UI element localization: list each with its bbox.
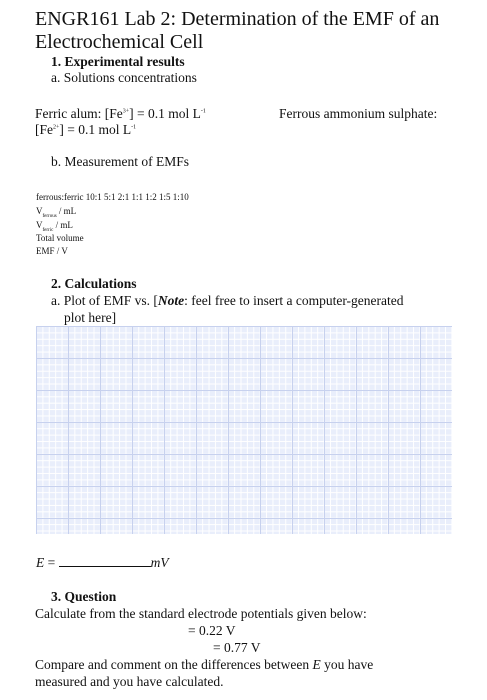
section1-subheading-b: b. Measurement of EMFs: [51, 154, 189, 169]
ferric-alum-concentration: [35, 106, 206, 122]
section2-heading: 2. Calculations: [51, 276, 137, 291]
ferrous-concentration: [35, 122, 136, 138]
v-ferrous-row: [36, 206, 76, 219]
section2-subheading-a-line2: plot here]: [64, 310, 117, 325]
v-ferric-unit: / mL: [53, 220, 73, 230]
ferric-value: ] = 0.1 mol L: [129, 106, 201, 121]
question-line1: Calculate from the standard electrode potentials given below:: [35, 606, 367, 621]
ferric-unit-exponent: -1: [200, 108, 206, 115]
plot-instruction-start: a. Plot of EMF vs. [: [51, 293, 158, 308]
graph-paper-plot-area[interactable]: [36, 326, 452, 534]
fe2-label: [Fe: [35, 122, 53, 137]
emf-answer-blank[interactable]: [59, 554, 151, 567]
ferrous-ammonium-sulphate-label: Ferrous ammonium sulphate:: [279, 106, 438, 121]
emf-equals: =: [44, 555, 59, 570]
v-ferrous-unit: / mL: [56, 206, 77, 216]
document-title-line1: ENGR161 Lab 2: Determination of the EMF of an: [35, 8, 440, 30]
total-volume-row: Total volume: [36, 233, 84, 243]
ferric-label: Ferric alum: [Fe: [35, 106, 123, 121]
plot-instruction-rest: : feel free to insert a computer-generated: [184, 293, 404, 308]
section2-subheading-a: [51, 293, 404, 309]
emf-result-line: [36, 554, 169, 571]
question-e-symbol: E: [312, 657, 321, 672]
section3-heading: 3. Question: [51, 589, 117, 604]
question-line2-end: you have: [320, 657, 374, 672]
question-line3: measured and you have calculated.: [35, 674, 224, 689]
v-ferrous-prefix: V: [36, 206, 43, 216]
fe2-unit-exponent: -1: [131, 124, 137, 131]
section1-subheading-a: a. Solutions concentrations: [51, 70, 197, 85]
ratio-row: ferrous:ferric 10:1 5:1 2:1 1:1 1:2 1:5 1:10: [36, 192, 189, 202]
fe2-value: ] = 0.1 mol L: [59, 122, 132, 137]
standard-potential-1: = 0.22 V: [188, 623, 236, 638]
v-ferrous-subscript: ferrous: [42, 213, 57, 219]
question-line2: [35, 657, 373, 673]
emf-unit: mV: [150, 555, 169, 570]
v-ferric-row: [36, 220, 73, 233]
standard-potential-2: = 0.77 V: [213, 640, 261, 655]
graph-paper-major-gridlines: [36, 326, 452, 534]
ferric-charge: 3+: [122, 108, 130, 115]
v-ferric-prefix: V: [36, 220, 43, 230]
note-label: Note: [157, 293, 185, 308]
v-ferric-subscript: ferric: [42, 227, 54, 233]
document-title-line2: Electrochemical Cell: [35, 31, 204, 53]
emf-row: EMF / V: [36, 246, 68, 256]
question-line2-start: Compare and comment on the differences between: [35, 657, 313, 672]
emf-symbol: E: [36, 555, 45, 570]
fe2-charge: 2+: [53, 124, 60, 131]
section1-heading: 1. Experimental results: [51, 54, 185, 69]
